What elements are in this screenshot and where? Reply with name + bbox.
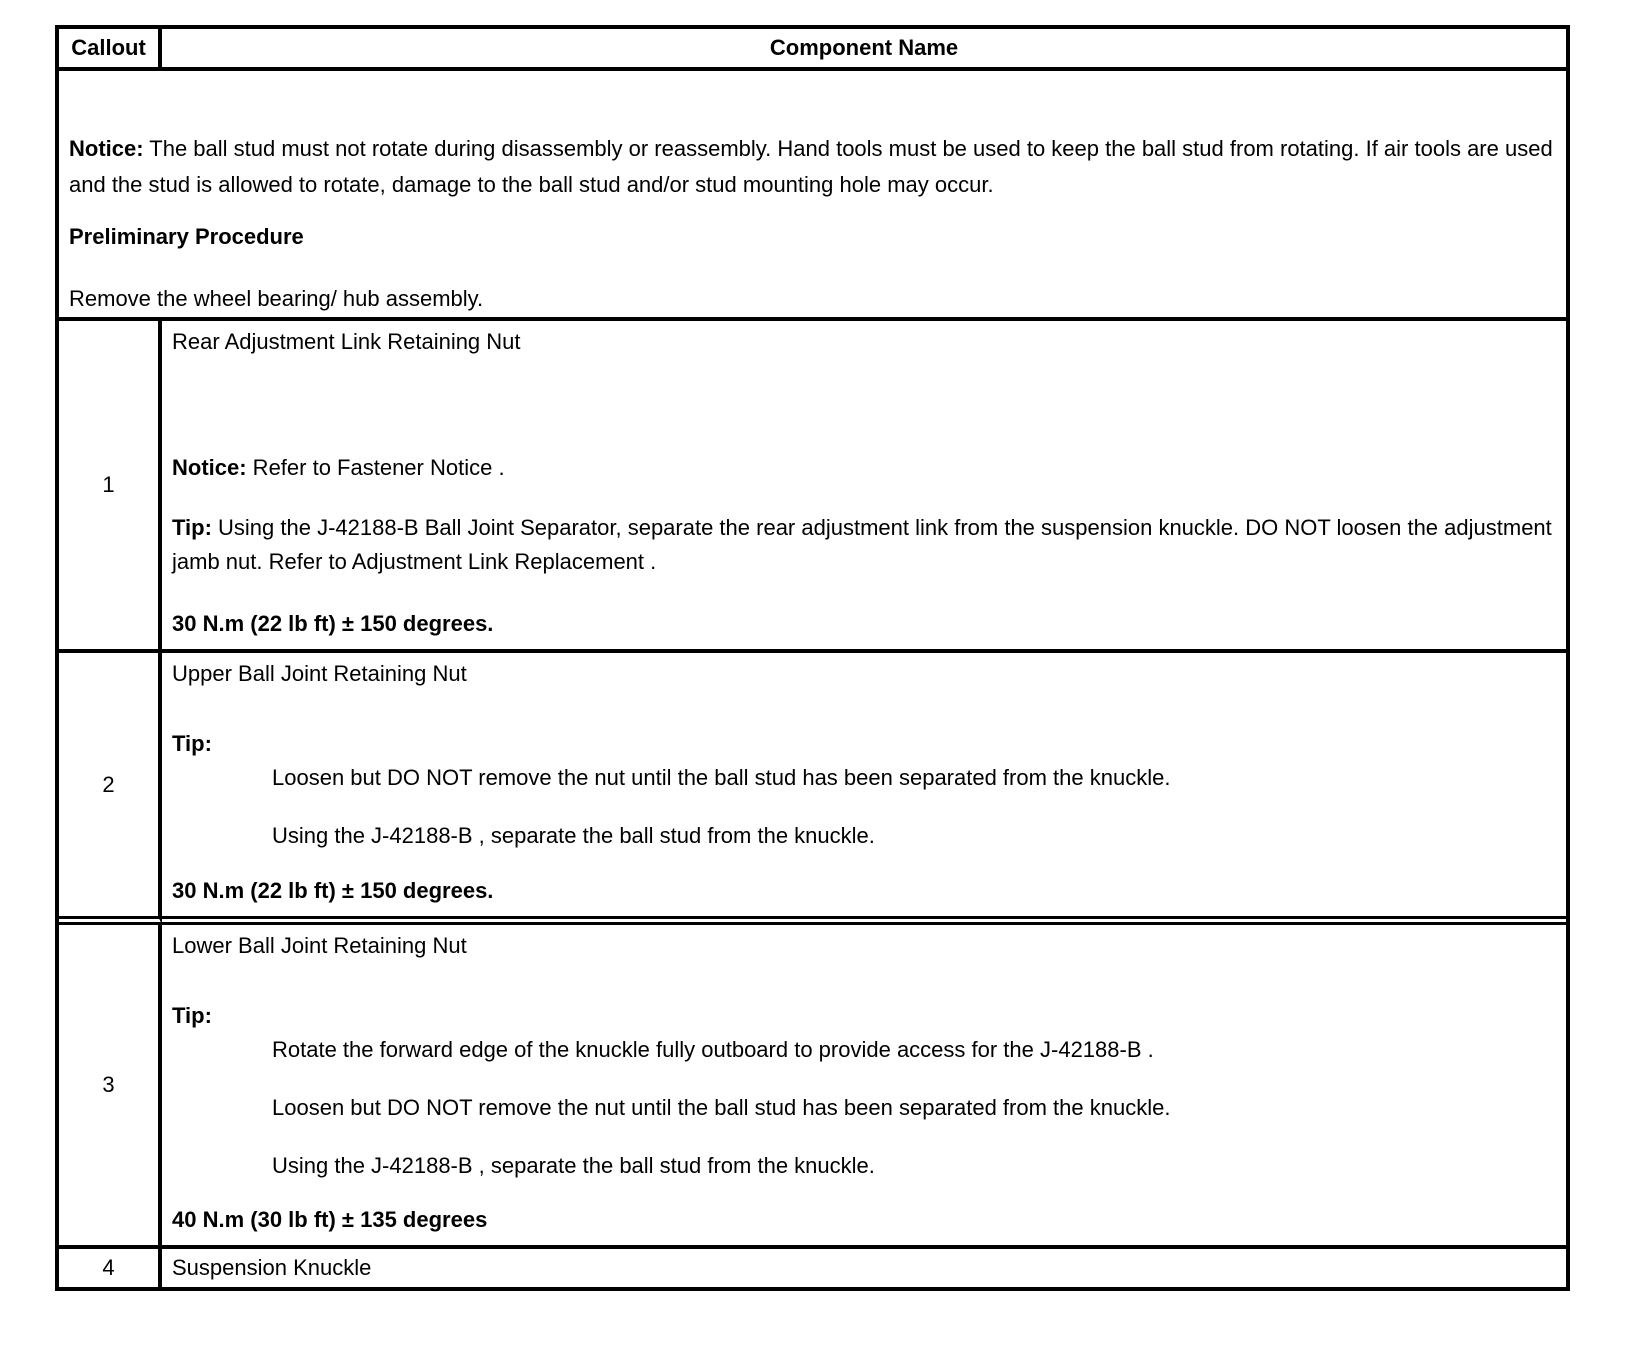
row-4-callout-number: 4: [102, 1255, 115, 1280]
row-1-content-cell: [162, 321, 1566, 653]
row-2-callout-number: 2: [102, 771, 115, 797]
callout-header-label: Callout: [71, 35, 146, 60]
row-3-callout-number: 3: [102, 1072, 115, 1097]
row-3-tip-item: Rotate the forward edge of the knuckle fully outboard to provide access for the J-42188-B .: [272, 1037, 1154, 1062]
row-3-tip-item: Using the J-42188-B , separate the ball stud from the knuckle.: [272, 1153, 875, 1178]
row-2-tip-label: Tip:: [172, 731, 212, 756]
row-1-tip-label: Tip:: [172, 515, 212, 540]
preliminary-step: Remove the wheel bearing/ hub assembly.: [69, 286, 484, 311]
component-name-header-label: Component Name: [769, 35, 959, 60]
row-1-torque-spec: 30 N.m (22 lb ft) ± 150 degrees.: [172, 611, 494, 636]
row-1-tip-paragraph: [172, 511, 1552, 579]
row-2-tip-item: Loosen but DO NOT remove the nut until the ball stud has been separated from the knuckle.: [272, 765, 1171, 790]
row-2-component-name: Upper Ball Joint Retaining Nut: [172, 661, 467, 686]
row-3-content-cell: [162, 925, 1566, 1249]
notice-paragraph: [69, 131, 1554, 203]
row-1-notice-text: Refer to Fastener Notice .: [246, 455, 505, 480]
notice-text: The ball stud must not rotate during disassembly or reassembly. Hand tools must be used to keep the ball stud from rotating. If air tools are used and the stud is allowed to rotate, damage to the ball stud and/or stud mounting hole may occur.: [69, 136, 1553, 197]
row-1-notice-label: Notice:: [172, 455, 247, 480]
row-4-component-name: Suspension Knuckle: [172, 1255, 372, 1280]
row-3-tip-item: Loosen but DO NOT remove the nut until the ball stud has been separated from the knuckle.: [272, 1095, 1171, 1120]
callout-column-header: [59, 29, 162, 71]
component-name-column-header: [162, 29, 1566, 71]
row-4-callout-cell: [59, 1249, 162, 1287]
row-3-component-name: Lower Ball Joint Retaining Nut: [172, 933, 467, 958]
row-3-callout-cell: [59, 925, 162, 1249]
row-3-tip-label: Tip:: [172, 1003, 212, 1028]
row-2-tip-item: Using the J-42188-B , separate the ball stud from the knuckle.: [272, 823, 875, 848]
row-3-torque-spec: 40 N.m (30 lb ft) ± 135 degrees: [172, 1207, 488, 1232]
row-1-tip-text: Using the J-42188-B Ball Joint Separator, separate the rear adjustment link from the suspension knuckle. DO NOT loosen the adjustment jamb nut. Refer to Adjustment Link Replacement .: [172, 515, 1552, 574]
component-table: [55, 25, 1570, 1291]
row-1-notice-paragraph: [172, 451, 1552, 485]
row-2-torque-spec: 30 N.m (22 lb ft) ± 150 degrees.: [172, 878, 494, 903]
preamble-cell: [59, 71, 1566, 321]
row-1-component-name: Rear Adjustment Link Retaining Nut: [172, 329, 521, 354]
notice-label: Notice:: [69, 136, 144, 161]
row-4-content-cell: [162, 1249, 1566, 1287]
preliminary-procedure-heading: Preliminary Procedure: [69, 224, 304, 249]
row-1-callout-number: 1: [102, 472, 115, 497]
row-2-content-cell: [162, 653, 1566, 925]
row-1-callout-cell: [59, 321, 162, 653]
row-2-callout-cell: [59, 653, 162, 925]
